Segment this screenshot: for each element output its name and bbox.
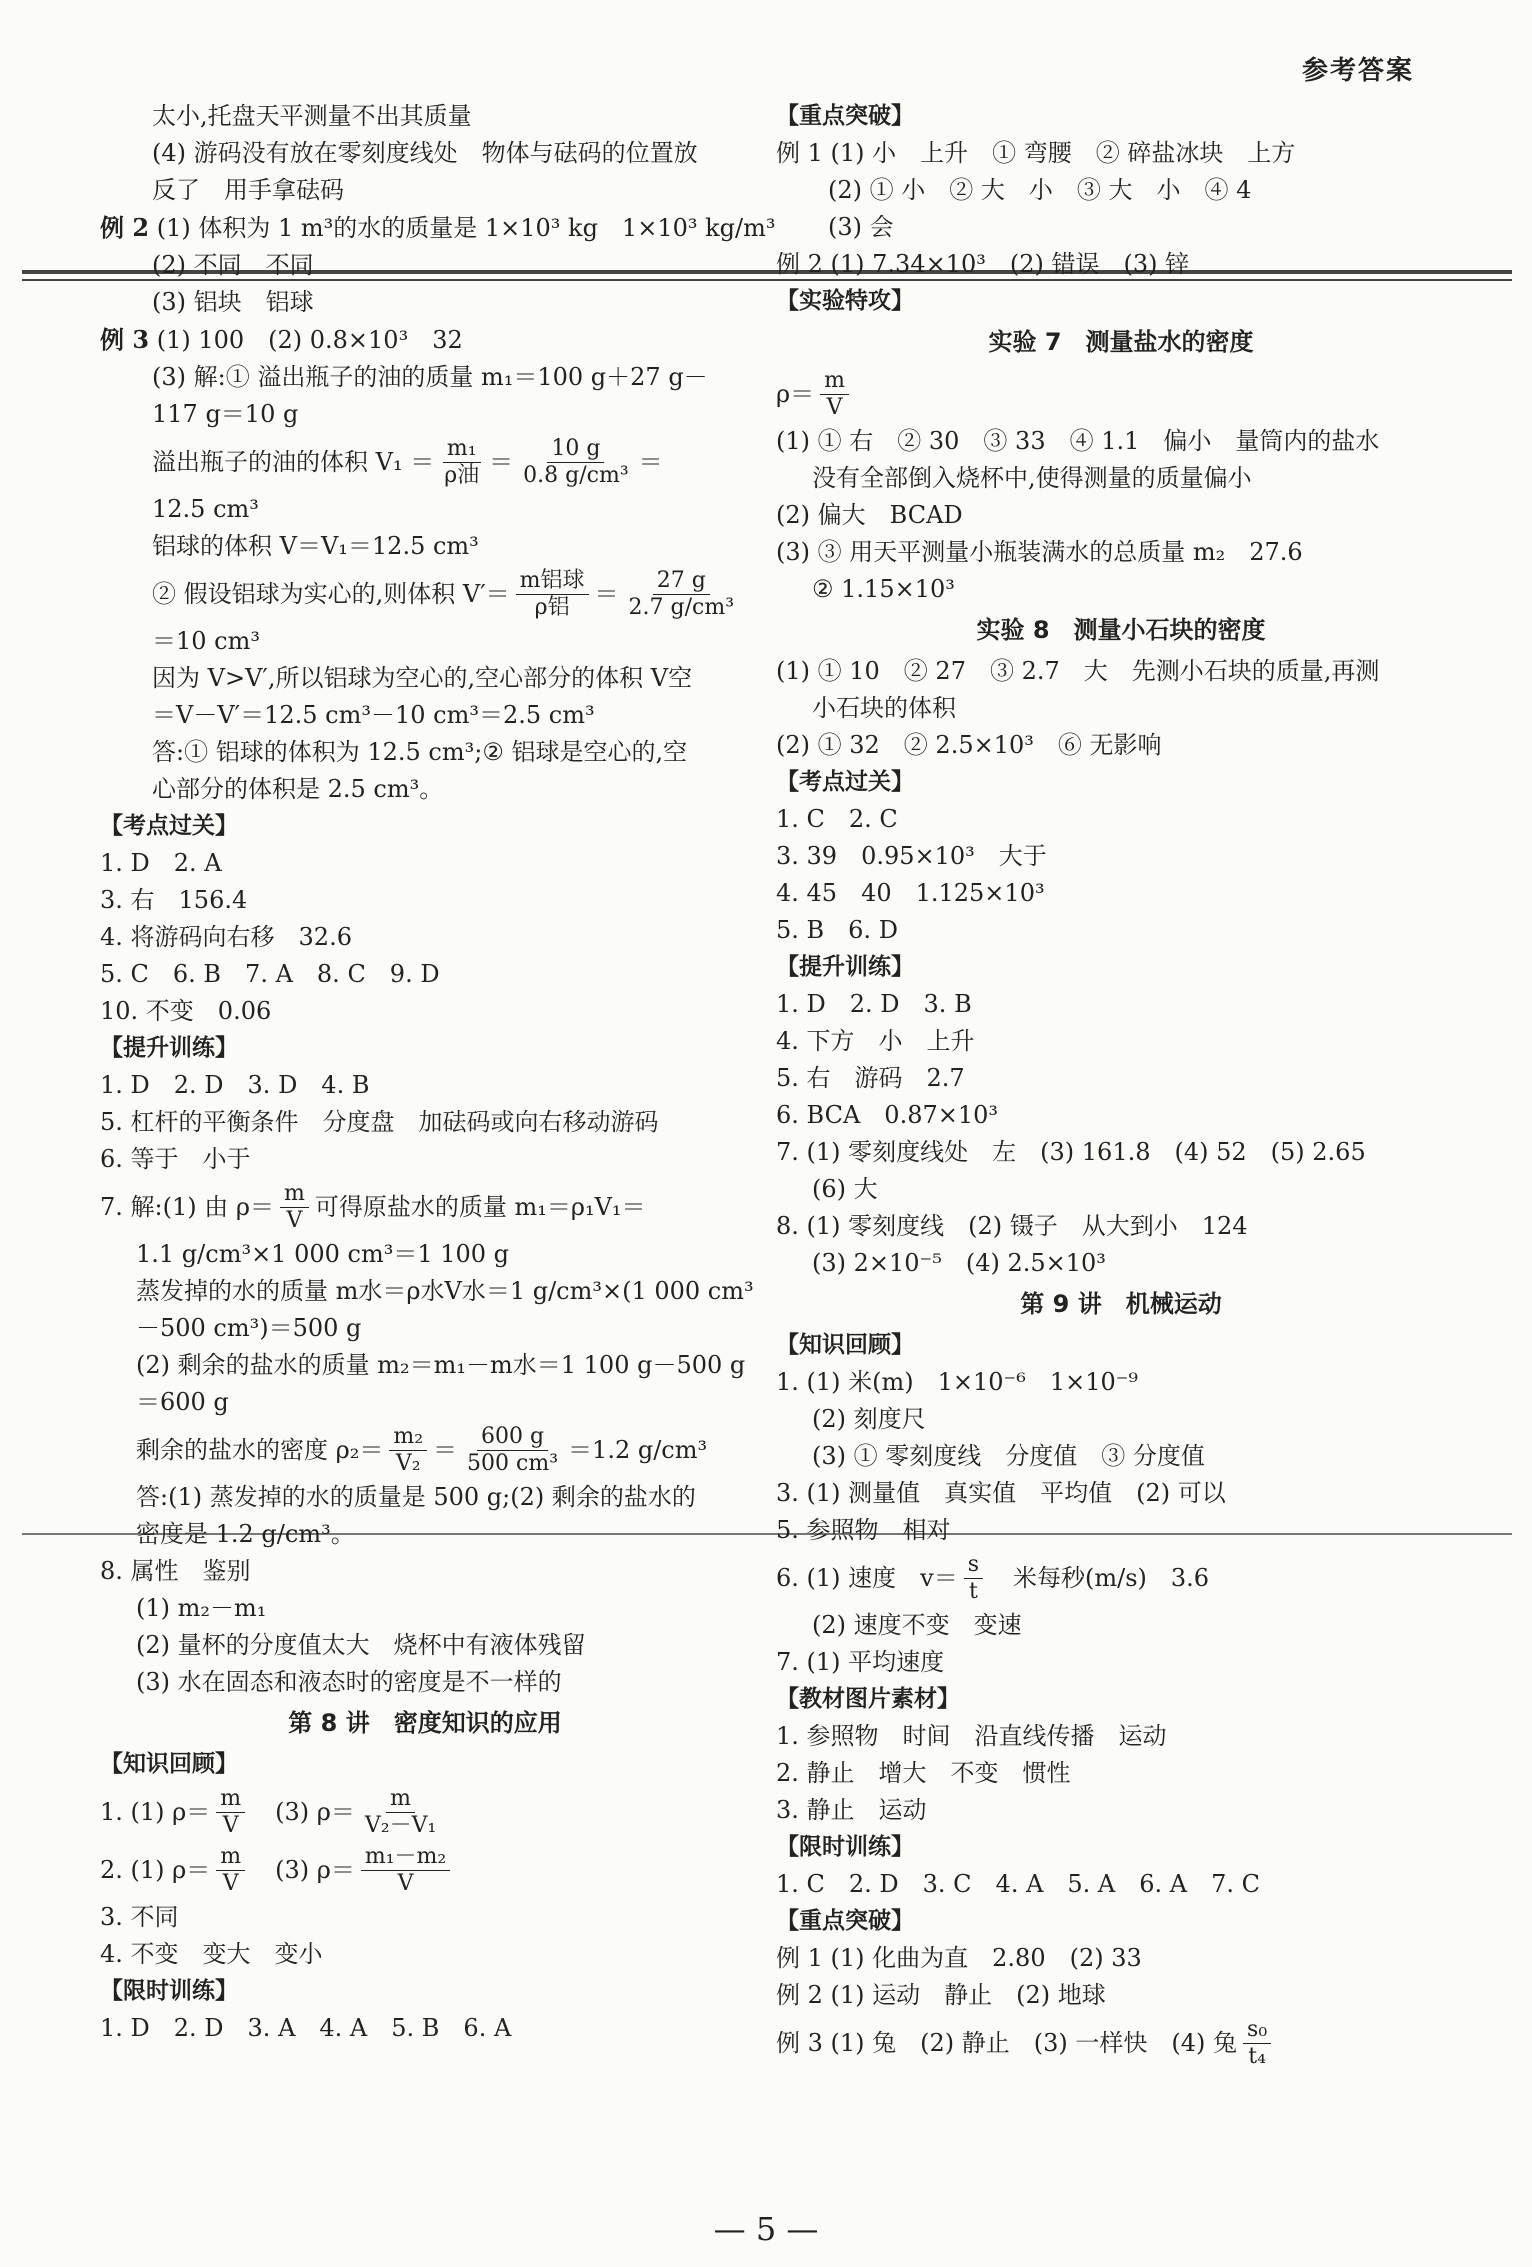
answer-line: 5. 杠杆的平衡条件 分度盘 加砝码或向右移动游码: [100, 1108, 659, 1136]
fraction: [625, 568, 738, 621]
formula-line: [100, 1783, 750, 1841]
text: 2. (1) ρ＝: [100, 1855, 211, 1884]
denominator: V: [222, 1870, 239, 1896]
text-line: (4) 游码没有放在零刻度线处 物体与砝码的位置放: [152, 139, 698, 167]
fraction: [1243, 2017, 1271, 2070]
text-line: 没有全部倒入烧杯中,使得测量的质量偏小: [812, 464, 1252, 492]
fraction: [280, 1181, 309, 1234]
answer-line: 4. 不变 变大 变小: [100, 1940, 323, 1968]
denominator: V₂: [395, 1450, 421, 1476]
text-line: (3) 2×10⁻⁵ (4) 2.5×10³: [812, 1249, 1106, 1277]
fraction: [216, 1786, 245, 1839]
answer-line: 5. 右 游码 2.7: [776, 1064, 965, 1092]
lesson-title: 第 8 讲 密度知识的应用: [288, 1709, 562, 1737]
answer-line: 7. (1) 平均速度: [776, 1648, 945, 1676]
text-line: ＝10 cm³: [152, 627, 260, 655]
page-number: — 5 —: [713, 2210, 819, 2248]
right-column: [776, 98, 1466, 2072]
text: ＝1.2 g/cm³: [568, 1435, 708, 1464]
text-line: 密度是 1.2 g/cm³。: [136, 1520, 355, 1548]
denominator: t: [968, 1578, 978, 1604]
denominator: V: [286, 1207, 303, 1233]
answer-line: 7. (1) 零刻度线处 左 (3) 161.8 (4) 52 (5) 2.65: [776, 1138, 1366, 1166]
denominator: t₄: [1248, 2043, 1266, 2069]
page-header: 参考答案: [1301, 56, 1414, 86]
answer-line: 例 2 (1) 运动 静止 (2) 地球: [776, 1981, 1106, 2009]
fraction: [516, 568, 589, 621]
answer-line: 3. 右 156.4: [100, 886, 248, 914]
answer-line: 1. D 2. A: [100, 849, 222, 877]
text-line: (1) 100 (2) 0.8×10³ 32: [156, 326, 463, 354]
section-heading: 【教材图片素材】: [776, 1686, 960, 1712]
answer-line: 1. D 2. D 3. B: [776, 990, 972, 1018]
text-line: －500 cm³)＝500 g: [136, 1314, 362, 1342]
answer-line: 3. (1) 测量值 真实值 平均值 (2) 可以: [776, 1479, 1226, 1507]
section-heading: 【考点过关】: [776, 769, 914, 795]
text-line: (1) 体积为 1 m³的水的质量是 1×10³ kg 1×10³ kg/m³: [156, 214, 776, 242]
numerator: s: [964, 1552, 983, 1579]
text-line: 117 g＝10 g: [152, 400, 299, 428]
answer-line: (2) ① 32 ② 2.5×10³ ⑥ 无影响: [776, 731, 1162, 759]
text-line: (6) 大: [812, 1175, 878, 1203]
formula-line: [100, 565, 750, 623]
section-heading: 【限时训练】: [776, 1834, 914, 1860]
answer-line: 1. (1) 米(m) 1×10⁻⁶ 1×10⁻⁹: [776, 1368, 1139, 1396]
denominator: ρ油: [444, 462, 480, 488]
formula-line: [776, 365, 1466, 423]
numerator: m: [820, 368, 849, 395]
text-line: 太小,托盘天平测量不出其质量: [152, 102, 472, 130]
section-heading: 【知识回顾】: [100, 1751, 238, 1777]
section-heading: 【提升训练】: [100, 1035, 238, 1061]
answer-line: 5. C 6. B 7. A 8. C 9. D: [100, 960, 440, 988]
answer-line: 4. 45 40 1.125×10³: [776, 879, 1045, 907]
formula-line: [100, 1178, 750, 1236]
example-label: 例 3: [100, 325, 150, 354]
denominator: 500 cm³: [467, 1450, 559, 1476]
text: (3) ρ＝: [251, 1797, 355, 1826]
formula-line: [100, 1421, 750, 1479]
text-line: (2) ① 小 ② 大 小 ③ 大 小 ④ 4: [828, 176, 1252, 204]
text: 7. 解:(1) 由 ρ＝: [100, 1192, 274, 1221]
text-line: 反了 用手拿砝码: [152, 176, 344, 204]
text-line: 蒸发掉的水的质量 m水＝ρ水V水＝1 g/cm³×(1 000 cm³: [136, 1277, 754, 1305]
text-line: 答:(1) 蒸发掉的水的质量是 500 g;(2) 剩余的盐水的: [136, 1483, 696, 1511]
answer-line: 1. C 2. C: [776, 805, 898, 833]
experiment-title: 实验 8 测量小石块的密度: [976, 616, 1266, 644]
text: 6. (1) 速度 v＝: [776, 1563, 958, 1592]
answer-line: 3. 不同: [100, 1903, 179, 1931]
fraction: [519, 436, 632, 489]
experiment-title: 实验 7 测量盐水的密度: [988, 328, 1254, 356]
text-line: (3) ① 零刻度线 分度值 ③ 分度值: [812, 1442, 1205, 1470]
numerator: 27 g: [653, 568, 710, 595]
text-line: 答:① 铝球的体积为 12.5 cm³;② 铝球是空心的,空: [152, 738, 688, 766]
formula-line: [100, 433, 750, 491]
answer-line: 例 1 (1) 小 上升 ① 弯腰 ② 碎盐冰块 上方: [776, 139, 1296, 167]
text-line: (3) 解:① 溢出瓶子的油的质量 m₁＝100 g＋27 g－: [152, 363, 708, 391]
answer-line: 3. 静止 运动: [776, 1796, 927, 1824]
text-line: (2) 剩余的盐水的质量 m₂＝m₁－m水＝1 100 g－500 g: [136, 1351, 746, 1379]
text-line: (1) m₂－m₁: [136, 1594, 267, 1622]
answer-line: 3. 39 0.95×10³ 大于: [776, 842, 1047, 870]
numerator: m: [280, 1181, 309, 1208]
denominator: V: [826, 394, 843, 420]
text-line: ② 1.15×10³: [812, 575, 955, 603]
text-line: 心部分的体积是 2.5 cm³。: [152, 775, 444, 803]
formula-line: [776, 1549, 1466, 1607]
text-line: ＝600 g: [136, 1388, 229, 1416]
left-column: [100, 98, 776, 2047]
fraction: [216, 1844, 245, 1897]
section-heading: 【重点突破】: [776, 1908, 914, 1934]
section-heading: 【考点过关】: [100, 813, 238, 839]
text: 1. (1) ρ＝: [100, 1797, 211, 1826]
fraction: [964, 1552, 983, 1605]
text-line: 因为 V>V′,所以铝球为空心的,空心部分的体积 V空: [152, 664, 693, 692]
section-heading: 【限时训练】: [100, 1978, 238, 2004]
text-line: (2) 刻度尺: [812, 1405, 926, 1433]
example-2: [100, 209, 776, 247]
text: (3) ρ＝: [251, 1855, 355, 1884]
text-line: (2) 速度不变 变速: [812, 1611, 1022, 1639]
answer-line: (2) 偏大 BCAD: [776, 501, 963, 529]
section-heading: 【实验特攻】: [776, 288, 914, 314]
text-line: (2) 量杯的分度值太大 烧杯中有液体残留: [136, 1631, 586, 1659]
text-line: ＝V－V′＝12.5 cm³－10 cm³＝2.5 cm³: [152, 701, 595, 729]
text: 剩余的盐水的密度 ρ₂＝: [136, 1435, 384, 1464]
text: ＝: [489, 447, 514, 476]
answer-line: 4. 下方 小 上升: [776, 1027, 975, 1055]
fraction: [389, 1424, 427, 1477]
text-line: (3) 铝块 铝球: [152, 288, 314, 316]
numerator: m₁－m₂: [361, 1844, 450, 1871]
answer-line: 6. 等于 小于: [100, 1145, 251, 1173]
answer-line: 4. 将游码向右移 32.6: [100, 923, 352, 951]
answer-line: 10. 不变 0.06: [100, 997, 272, 1025]
text-line: 小石块的体积: [812, 694, 956, 722]
denominator: 2.7 g/cm³: [628, 594, 735, 620]
numerator: m₂: [389, 1424, 427, 1451]
fraction: [440, 436, 483, 489]
formula-line: [776, 2014, 1466, 2072]
numerator: m: [386, 1786, 415, 1813]
text: ρ＝: [776, 379, 815, 408]
denominator: ρ铝: [534, 594, 570, 620]
text-line: 1.1 g/cm³×1 000 cm³＝1 100 g: [136, 1240, 510, 1268]
text: 例 3 (1) 兔 (2) 静止 (3) 一样快 (4) 兔: [776, 2028, 1238, 2057]
answer-line: 1. C 2. D 3. C 4. A 5. A 6. A 7. C: [776, 1870, 1261, 1898]
answer-line: 例 1 (1) 化曲为直 2.80 (2) 33: [776, 1944, 1142, 1972]
numerator: 10 g: [547, 436, 604, 463]
text: 可得原盐水的质量 m₁＝ρ₁V₁＝: [314, 1192, 646, 1221]
formula-line: [100, 1841, 750, 1899]
numerator: m: [216, 1786, 245, 1813]
text-line: (3) 会: [828, 213, 894, 241]
fraction: [820, 368, 849, 421]
answer-line: 8. (1) 零刻度线 (2) 镊子 从大到小 124: [776, 1212, 1248, 1240]
denominator: V₂－V₁: [364, 1812, 437, 1838]
answer-line: 1. D 2. D 3. A 4. A 5. B 6. A: [100, 2014, 512, 2042]
text: 溢出瓶子的油的体积 V₁ ＝: [152, 447, 435, 476]
fraction: [361, 1844, 450, 1897]
text-line: (3) 水在固态和液态时的密度是不一样的: [136, 1668, 562, 1696]
answer-line: (1) ① 右 ② 30 ③ 33 ④ 1.1 偏小 量筒内的盐水: [776, 427, 1380, 455]
example-label: 例 2: [100, 213, 150, 242]
numerator: 600 g: [477, 1424, 548, 1451]
answer-line: 6. BCA 0.87×10³: [776, 1101, 999, 1129]
denominator: V: [397, 1870, 414, 1896]
text: ＝: [594, 579, 619, 608]
answer-line: 1. 参照物 时间 沿直线传播 运动: [776, 1722, 1167, 1750]
lesson-title: 第 9 讲 机械运动: [1020, 1290, 1222, 1318]
text: ＝: [638, 447, 663, 476]
text-line: (2) 不同 不同: [152, 251, 314, 279]
text: ② 假设铝球为实心的,则体积 V′＝: [152, 579, 510, 608]
numerator: m₁: [443, 436, 481, 463]
denominator: V: [222, 1812, 239, 1838]
text-line: 铝球的体积 V＝V₁＝12.5 cm³: [152, 532, 479, 560]
answer-line: (1) ① 10 ② 27 ③ 2.7 大 先测小石块的质量,再测: [776, 657, 1380, 685]
text-line: 12.5 cm³: [152, 495, 259, 523]
text: ＝: [433, 1435, 458, 1464]
answer-line: 例 2 (1) 7.34×10³ (2) 错误 (3) 锌: [776, 250, 1190, 278]
answer-line: 5. B 6. D: [776, 916, 898, 944]
numerator: m铝球: [516, 568, 589, 595]
numerator: s₀: [1243, 2017, 1271, 2044]
answer-line: (3) ③ 用天平测量小瓶装满水的总质量 m₂ 27.6: [776, 538, 1303, 566]
answer-line: 5. 参照物 相对: [776, 1516, 951, 1544]
text: 米每秒(m/s) 3.6: [989, 1563, 1210, 1592]
answer-line: 1. D 2. D 3. D 4. B: [100, 1071, 370, 1099]
answer-line: 8. 属性 鉴别: [100, 1557, 251, 1585]
numerator: m: [216, 1844, 245, 1871]
denominator: 0.8 g/cm³: [523, 462, 629, 488]
fraction: [361, 1786, 440, 1839]
section-heading: 【知识回顾】: [776, 1332, 914, 1358]
section-heading: 【提升训练】: [776, 954, 914, 980]
example-3: [100, 321, 750, 359]
answer-line: 2. 静止 增大 不变 惯性: [776, 1759, 1071, 1787]
section-heading: 【重点突破】: [776, 103, 914, 129]
fraction: [463, 1424, 562, 1477]
